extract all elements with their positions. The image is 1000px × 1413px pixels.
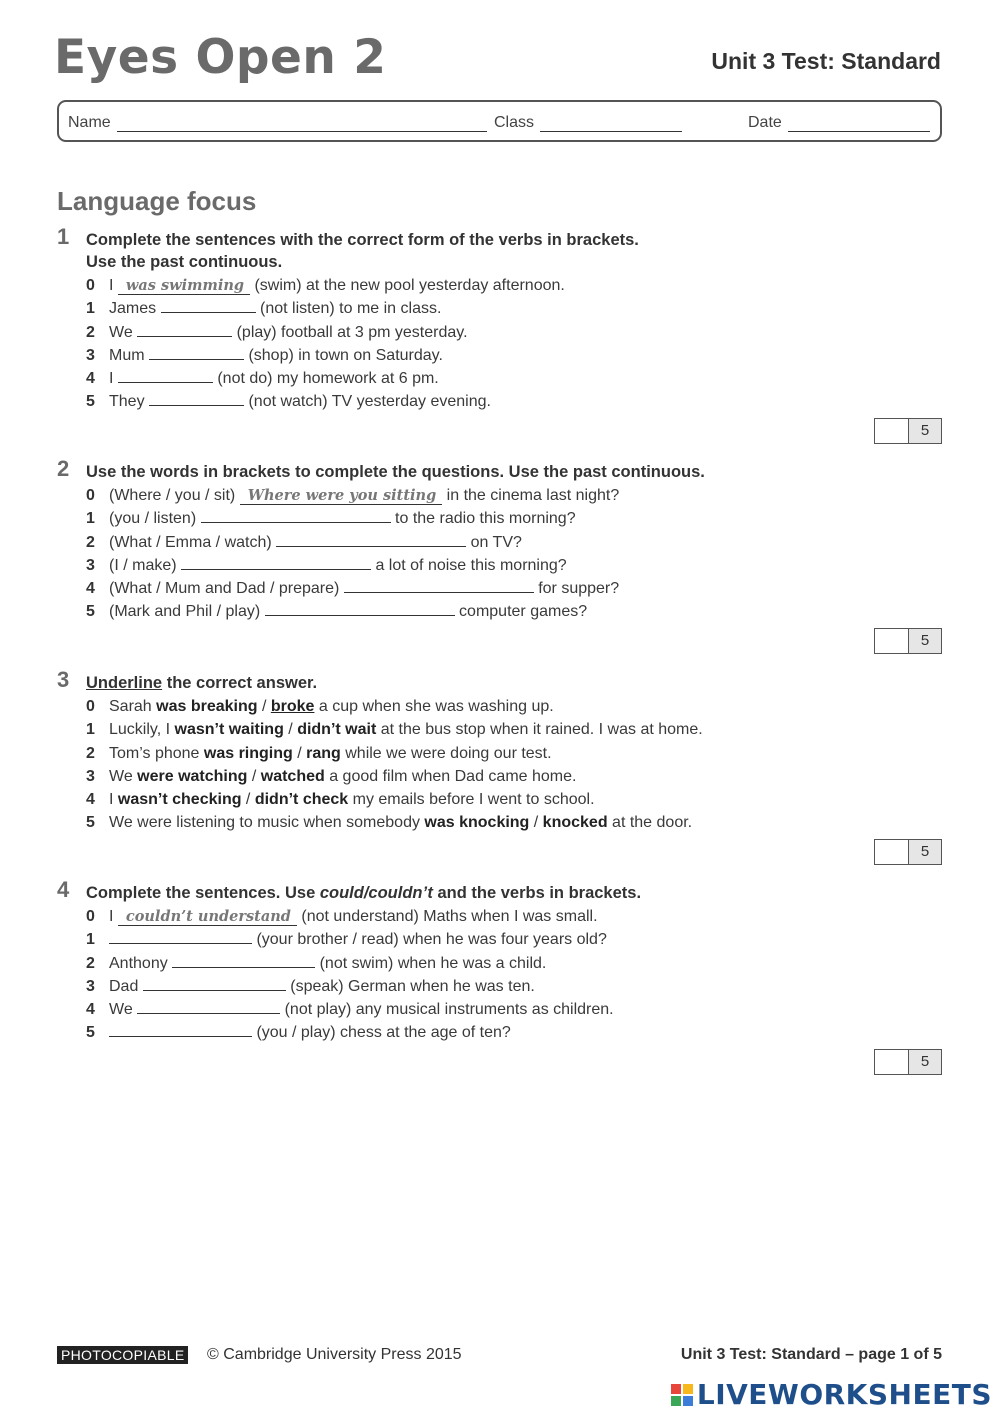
exercise-3	[57, 667, 942, 835]
item-text: computer games?	[454, 603, 588, 621]
option-1[interactable]: was breaking	[156, 698, 258, 715]
exercise-1	[57, 224, 942, 414]
question-item	[57, 600, 942, 623]
item-text: (Where / you / sit)	[109, 487, 240, 504]
item-text: James	[109, 300, 161, 318]
test-title: Unit 3 Test: Standard	[711, 48, 941, 74]
score-total: 5	[909, 840, 941, 864]
question-item	[57, 274, 942, 297]
question-item	[57, 297, 942, 320]
question-item	[57, 554, 942, 577]
item-number: 3	[86, 767, 95, 785]
answer-blank[interactable]	[265, 600, 455, 616]
exercise-instruction: and the verbs in brackets.	[432, 884, 642, 902]
item-text: (not do) my homework at 6 pm.	[212, 370, 439, 388]
score-input[interactable]	[875, 840, 909, 864]
option-separator: /	[292, 744, 307, 762]
item-text: I	[109, 791, 118, 809]
item-text: a lot of noise this morning?	[371, 556, 567, 574]
page-footer	[57, 1345, 942, 1367]
item-text: a cup when she was washing up.	[314, 698, 554, 715]
question-item	[57, 367, 942, 390]
answer-blank[interactable]	[109, 1021, 252, 1037]
page-info: Unit 3 Test: Standard – page 1 of 5	[680, 1346, 942, 1363]
item-text: (not understand) Maths when I was small.	[296, 908, 598, 925]
item-number: 5	[86, 603, 95, 621]
item-text: Luckily, I	[109, 721, 175, 739]
item-number: 3	[86, 977, 95, 995]
class-line[interactable]	[540, 116, 682, 132]
question-item	[57, 952, 942, 975]
answer-blank[interactable]	[143, 975, 286, 991]
item-number: 5	[86, 814, 95, 832]
exercise-number: 2	[57, 456, 70, 481]
question-item	[57, 811, 942, 834]
name-field[interactable]	[68, 114, 487, 132]
question-item	[57, 484, 942, 507]
exercise-instruction-keyword: Underline	[86, 674, 163, 692]
name-line[interactable]	[117, 116, 487, 132]
option-2[interactable]: didn’t check	[254, 791, 349, 809]
item-text: Mum	[109, 346, 149, 364]
score-box	[874, 1049, 942, 1075]
item-text: (you / play) chess at the age of ten?	[252, 1024, 511, 1042]
class-label: Class	[494, 114, 535, 131]
answer-blank[interactable]	[276, 531, 466, 547]
option-separator: /	[283, 721, 298, 739]
option-1[interactable]: were watching	[137, 767, 248, 785]
answer-blank[interactable]	[118, 367, 213, 383]
item-text: (not listen) to me in class.	[255, 300, 442, 318]
item-number: 2	[86, 533, 95, 551]
answer-blank[interactable]	[201, 507, 391, 523]
class-field[interactable]	[494, 114, 682, 132]
item-text: (your brother / read) when he was four years old?	[252, 931, 607, 949]
item-text: I	[109, 277, 118, 294]
item-number: 2	[86, 323, 95, 341]
answer-blank[interactable]	[137, 998, 280, 1014]
exercise-4	[57, 877, 942, 1045]
item-text: (swim) at the new pool yesterday afternoon.	[250, 277, 565, 294]
item-number: 2	[86, 744, 95, 762]
copyright-text: © Cambridge University Press 2015	[207, 1346, 462, 1363]
liveworksheets-logo	[671, 1378, 992, 1411]
exercise-2	[57, 456, 942, 624]
item-text: for supper?	[533, 580, 620, 598]
item-text: (What / Emma / watch)	[109, 533, 277, 551]
question-item	[57, 390, 942, 413]
item-text: (play) football at 3 pm yesterday.	[232, 323, 468, 341]
example-answer: was swimming	[118, 278, 250, 295]
item-text: while we were doing our test.	[340, 744, 552, 762]
item-number: 0	[86, 698, 95, 715]
question-item	[57, 998, 942, 1021]
item-text: at the bus stop when it rained. I was at home.	[376, 721, 703, 739]
exercise-instruction: the correct answer.	[162, 674, 318, 692]
question-item	[57, 1021, 942, 1044]
item-text: I	[109, 908, 118, 925]
item-number: 1	[86, 510, 95, 528]
item-number: 2	[86, 954, 95, 972]
item-text: I	[109, 370, 118, 388]
answer-blank[interactable]	[109, 928, 252, 944]
exercise-instruction: Use the past continuous.	[86, 253, 283, 271]
answer-blank[interactable]	[344, 577, 534, 593]
option-1[interactable]: was knocking	[424, 814, 530, 832]
date-line[interactable]	[788, 116, 930, 132]
score-input[interactable]	[875, 419, 909, 443]
item-text: We were listening to music when somebody	[109, 814, 425, 832]
score-total: 5	[909, 1050, 941, 1074]
question-item	[57, 531, 942, 554]
exercise-instruction: Use the words in brackets to complete the questions. Use the past continuous.	[86, 463, 705, 481]
score-input[interactable]	[875, 1050, 909, 1074]
date-field[interactable]	[748, 114, 930, 132]
answer-blank[interactable]	[149, 344, 244, 360]
exercise-instruction: Complete the sentences. Use	[86, 884, 320, 902]
example-answer: couldn’t understand	[118, 909, 297, 926]
question-item	[57, 344, 942, 367]
item-text: (I / make)	[109, 556, 182, 574]
question-item	[57, 577, 942, 600]
item-number: 0	[86, 908, 95, 925]
item-text: We	[109, 323, 138, 341]
score-box	[874, 839, 942, 865]
option-1[interactable]: wasn’t checking	[117, 791, 242, 809]
item-text: Dad	[109, 977, 143, 995]
item-text: (not swim) when he was a child.	[315, 954, 547, 972]
score-input[interactable]	[875, 629, 909, 653]
option-separator: /	[241, 791, 255, 809]
item-text: on TV?	[466, 533, 522, 551]
item-text: my emails before I went to school.	[348, 791, 595, 809]
item-text: in the cinema last night?	[442, 487, 620, 504]
question-item	[57, 905, 942, 928]
question-item	[57, 321, 942, 344]
option-1[interactable]: was ringing	[203, 744, 293, 762]
exercise-instruction: Complete the sentences with the correct form of the verbs in brackets.	[86, 231, 639, 249]
item-number: 1	[86, 300, 95, 318]
question-item	[57, 975, 942, 998]
question-item	[57, 718, 942, 741]
score-box	[874, 418, 942, 444]
item-text: Tom’s phone	[109, 744, 204, 762]
exercise-number: 1	[57, 224, 70, 249]
exercise-instruction-keyword: could/couldn’t	[319, 884, 433, 902]
section-heading: Language focus	[57, 186, 257, 216]
item-number: 3	[86, 346, 95, 364]
item-number: 3	[86, 556, 95, 574]
item-text: We	[109, 767, 138, 785]
item-text: We	[109, 1001, 138, 1019]
item-number: 4	[86, 1001, 95, 1019]
exercise-number: 4	[57, 877, 70, 902]
item-text: (not watch) TV yesterday evening.	[244, 393, 491, 411]
question-item	[57, 788, 942, 811]
date-label: Date	[748, 114, 782, 131]
item-number: 0	[86, 487, 95, 504]
item-number: 5	[86, 393, 95, 411]
item-text: to the radio this morning?	[390, 510, 576, 528]
item-text: a good film when Dad came home.	[324, 767, 577, 785]
option-1[interactable]: wasn’t waiting	[174, 721, 284, 739]
item-text: (speak) German when he was ten.	[285, 977, 535, 995]
score-total: 5	[909, 629, 941, 653]
item-number: 1	[86, 721, 95, 739]
answer-blank[interactable]	[149, 390, 244, 406]
item-text: (you / listen)	[109, 510, 201, 528]
item-text: (shop) in town on Saturday.	[244, 346, 443, 364]
item-number: 4	[86, 370, 95, 388]
score-box	[874, 628, 942, 654]
item-text: Anthony	[109, 954, 173, 972]
answer-blank[interactable]	[137, 321, 232, 337]
option-2[interactable]: didn’t wait	[297, 721, 377, 739]
item-text: (What / Mum and Dad / prepare)	[109, 580, 344, 598]
option-2[interactable]: watched	[260, 767, 325, 785]
item-number: 4	[86, 791, 95, 809]
liveworksheets-icon	[671, 1384, 693, 1406]
score-total: 5	[909, 419, 941, 443]
liveworksheets-wordmark: LIVEWORKSHEETS	[696, 1378, 992, 1411]
item-number: 4	[86, 580, 95, 598]
answer-blank[interactable]	[181, 554, 371, 570]
item-number: 0	[86, 277, 95, 294]
option-2[interactable]: rang	[306, 744, 341, 762]
option-separator: /	[257, 698, 271, 715]
book-title: Eyes Open 2	[54, 30, 387, 85]
photocopiable-badge: PHOTOCOPIABLE	[57, 1346, 188, 1364]
option-separator: /	[529, 814, 543, 832]
item-text: at the door.	[607, 814, 693, 832]
item-text: They	[109, 393, 150, 411]
item-text: (Mark and Phil / play)	[109, 603, 265, 621]
name-label: Name	[68, 114, 111, 131]
question-item	[57, 742, 942, 765]
student-info-box	[57, 100, 942, 142]
answer-blank[interactable]	[161, 297, 256, 313]
item-text: Sarah	[109, 698, 157, 715]
option-2-selected[interactable]: broke	[270, 698, 315, 715]
exercise-number: 3	[57, 667, 70, 692]
question-item	[57, 695, 942, 718]
item-text: (not play) any musical instruments as children.	[280, 1001, 614, 1019]
question-item	[57, 928, 942, 951]
option-separator: /	[247, 767, 261, 785]
question-item	[57, 765, 942, 788]
answer-blank[interactable]	[172, 952, 315, 968]
item-number: 1	[86, 931, 95, 949]
question-item	[57, 507, 942, 530]
item-number: 5	[86, 1024, 95, 1042]
example-answer: Where were you sitting	[240, 488, 443, 505]
option-2[interactable]: knocked	[542, 814, 608, 832]
